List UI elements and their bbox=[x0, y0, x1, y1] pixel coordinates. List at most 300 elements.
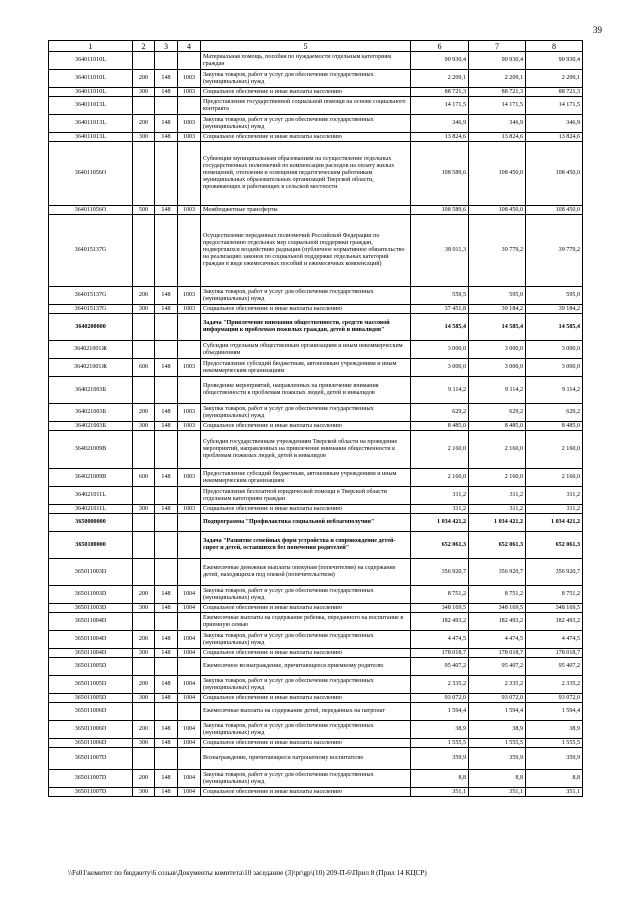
cell-amount-year3: 14 585,4 bbox=[526, 314, 583, 341]
cell-section-code: 1003 bbox=[178, 287, 201, 305]
cell-section-code bbox=[178, 613, 201, 631]
cell-section-code: 1004 bbox=[178, 604, 201, 613]
cell-target-code: 365011006D bbox=[49, 721, 133, 739]
cell-department-code bbox=[155, 559, 178, 586]
cell-amount-year3: 39 184,2 bbox=[526, 305, 583, 314]
cell-department-code: 148 bbox=[155, 133, 178, 142]
cell-department-code: 148 bbox=[155, 739, 178, 748]
cell-amount-year3: 39 779,2 bbox=[526, 215, 583, 287]
cell-amount-year3: 2 335,2 bbox=[526, 676, 583, 694]
cell-target-code: 364011010L bbox=[49, 88, 133, 97]
cell-description: Социальное обеспечение и иные выплаты населению bbox=[201, 694, 411, 703]
cell-target-code: 364021003Б bbox=[49, 377, 133, 404]
cell-expense-type bbox=[133, 514, 155, 532]
cell-expense-type: 300 bbox=[133, 739, 155, 748]
cell-amount-year1: 311,2 bbox=[411, 487, 469, 505]
cell-department-code: 148 bbox=[155, 422, 178, 431]
cell-department-code bbox=[155, 142, 178, 206]
cell-description: Закупка товаров, работ и услуг для обеспечения государственных (муниципальных) нужд bbox=[201, 70, 411, 88]
cell-target-code: 365011007D bbox=[49, 788, 133, 797]
cell-amount-year3: 311,2 bbox=[526, 487, 583, 505]
cell-target-code: 365011005D bbox=[49, 676, 133, 694]
cell-target-code: 3640200000 bbox=[49, 314, 133, 341]
cell-target-code: 364021003Б bbox=[49, 422, 133, 431]
cell-amount-year1: 108 589,6 bbox=[411, 206, 469, 215]
cell-department-code: 148 bbox=[155, 631, 178, 649]
table-row bbox=[49, 788, 583, 797]
table-row bbox=[49, 721, 583, 739]
cell-amount-year3: 8 751,2 bbox=[526, 586, 583, 604]
table-row bbox=[49, 115, 583, 133]
cell-description: Социальное обеспечение и иные выплаты населению bbox=[201, 604, 411, 613]
cell-expense-type: 500 bbox=[133, 206, 155, 215]
cell-amount-year2: 4 474,5 bbox=[469, 631, 526, 649]
cell-description: Ежемесячные выплаты на содержание ребенка, переданного на воспитание в приемную семью bbox=[201, 613, 411, 631]
cell-expense-type bbox=[133, 215, 155, 287]
table-row bbox=[49, 703, 583, 721]
cell-expense-type bbox=[133, 52, 155, 70]
cell-section-code: 1003 bbox=[178, 133, 201, 142]
cell-department-code: 148 bbox=[155, 505, 178, 514]
cell-amount-year2: 348 169,5 bbox=[469, 604, 526, 613]
cell-department-code: 148 bbox=[155, 88, 178, 97]
cell-section-code: 1004 bbox=[178, 649, 201, 658]
cell-amount-year2: 629,2 bbox=[469, 404, 526, 422]
cell-expense-type: 300 bbox=[133, 604, 155, 613]
cell-amount-year3: 1 034 421,2 bbox=[526, 514, 583, 532]
cell-section-code bbox=[178, 703, 201, 721]
cell-amount-year3: 652 061,3 bbox=[526, 532, 583, 559]
cell-expense-type bbox=[133, 532, 155, 559]
cell-department-code bbox=[155, 658, 178, 676]
cell-amount-year1: 8,8 bbox=[411, 770, 469, 788]
cell-amount-year2: 182 493,2 bbox=[469, 613, 526, 631]
budget-table bbox=[48, 40, 583, 797]
cell-target-code: 3650100000 bbox=[49, 532, 133, 559]
cell-amount-year1: 95 407,2 bbox=[411, 658, 469, 676]
cell-department-code: 148 bbox=[155, 305, 178, 314]
cell-amount-year1: 8 485,0 bbox=[411, 422, 469, 431]
cell-amount-year2: 9 114,2 bbox=[469, 377, 526, 404]
cell-section-code: 1004 bbox=[178, 770, 201, 788]
cell-amount-year3: 178 018,7 bbox=[526, 649, 583, 658]
cell-expense-type: 200 bbox=[133, 115, 155, 133]
cell-target-code: 364021009В bbox=[49, 431, 133, 469]
cell-amount-year1: 2 209,1 bbox=[411, 70, 469, 88]
cell-amount-year1: 2 160,0 bbox=[411, 431, 469, 469]
cell-amount-year1: 1 034 421,2 bbox=[411, 514, 469, 532]
cell-target-code: 364011010L bbox=[49, 52, 133, 70]
cell-amount-year2: 3 000,0 bbox=[469, 359, 526, 377]
cell-amount-year3: 88 721,3 bbox=[526, 88, 583, 97]
cell-section-code: 1003 bbox=[178, 422, 201, 431]
cell-amount-year1: 4 474,5 bbox=[411, 631, 469, 649]
cell-description: Предоставление государственной социальной помощи на основе социального контракта bbox=[201, 97, 411, 115]
cell-expense-type bbox=[133, 559, 155, 586]
cell-department-code: 148 bbox=[155, 469, 178, 487]
cell-amount-year1: 559,5 bbox=[411, 287, 469, 305]
cell-description: Задача "Развитие семейных форм устройства и сопровождение детей-сирот и детей, оставшихся без попечения родителей" bbox=[201, 532, 411, 559]
cell-description: Социальное обеспечение и иные выплаты населению bbox=[201, 649, 411, 658]
cell-description: Социальное обеспечение и иные выплаты населению bbox=[201, 133, 411, 142]
cell-amount-year3: 38,9 bbox=[526, 721, 583, 739]
cell-amount-year2: 2 160,0 bbox=[469, 469, 526, 487]
cell-section-code: 1003 bbox=[178, 115, 201, 133]
cell-amount-year2: 95 407,2 bbox=[469, 658, 526, 676]
cell-target-code: 365011005D bbox=[49, 694, 133, 703]
cell-amount-year2: 13 824,6 bbox=[469, 133, 526, 142]
table-row bbox=[49, 314, 583, 341]
cell-description: Подпрограмма "Профилактика социальной неблагополучия" bbox=[201, 514, 411, 532]
cell-expense-type: 300 bbox=[133, 133, 155, 142]
cell-target-code: 3650000000 bbox=[49, 514, 133, 532]
column-header: 1 bbox=[49, 41, 133, 52]
column-header: 7 bbox=[469, 41, 526, 52]
cell-expense-type: 200 bbox=[133, 631, 155, 649]
table-body bbox=[49, 52, 583, 797]
cell-amount-year2: 351,1 bbox=[469, 788, 526, 797]
cell-section-code: 1004 bbox=[178, 631, 201, 649]
cell-section-code: 1003 bbox=[178, 359, 201, 377]
cell-amount-year2: 1 034 421,2 bbox=[469, 514, 526, 532]
cell-target-code: 365011006D bbox=[49, 703, 133, 721]
cell-description: Закупка товаров, работ и услуг для обеспечения государственных (муниципальных) нужд bbox=[201, 676, 411, 694]
cell-description: Социальное обеспечение и иные выплаты населению bbox=[201, 739, 411, 748]
cell-description: Осуществление переданных полномочий Российской Федерации по предоставлению отдельных мер социальной поддержки граждан, подвергшихся воздействию радиации (публичное нормативное обязательство на реализацию законов по социальной поддержке отдельных категорий граждан в виде ежемесячных пособий и ежемесячных компенсаций) bbox=[201, 215, 411, 287]
cell-section-code: 1004 bbox=[178, 739, 201, 748]
cell-amount-year2: 2 160,0 bbox=[469, 431, 526, 469]
cell-section-code: 1003 bbox=[178, 88, 201, 97]
table-row bbox=[49, 694, 583, 703]
cell-amount-year3: 4 474,5 bbox=[526, 631, 583, 649]
cell-department-code bbox=[155, 97, 178, 115]
cell-expense-type bbox=[133, 97, 155, 115]
table-row bbox=[49, 142, 583, 206]
cell-section-code bbox=[178, 748, 201, 770]
cell-description: Социальное обеспечение и иные выплаты населению bbox=[201, 88, 411, 97]
column-header: 5 bbox=[201, 41, 411, 52]
cell-expense-type: 300 bbox=[133, 788, 155, 797]
cell-amount-year3: 14 171,5 bbox=[526, 97, 583, 115]
cell-target-code: 365011007D bbox=[49, 748, 133, 770]
cell-amount-year1: 356 920,7 bbox=[411, 559, 469, 586]
table-row bbox=[49, 631, 583, 649]
cell-target-code: 364021003Б bbox=[49, 404, 133, 422]
column-header: 3 bbox=[155, 41, 178, 52]
cell-expense-type: 600 bbox=[133, 469, 155, 487]
cell-target-code: 364015137G bbox=[49, 215, 133, 287]
cell-description: Социальное обеспечение и иные выплаты населению bbox=[201, 788, 411, 797]
column-header: 4 bbox=[178, 41, 201, 52]
cell-amount-year1: 90 930,4 bbox=[411, 52, 469, 70]
cell-department-code: 148 bbox=[155, 404, 178, 422]
table-row bbox=[49, 88, 583, 97]
cell-section-code: 1004 bbox=[178, 788, 201, 797]
cell-amount-year3: 595,0 bbox=[526, 287, 583, 305]
cell-amount-year3: 356 920,7 bbox=[526, 559, 583, 586]
cell-expense-type bbox=[133, 487, 155, 505]
cell-amount-year1: 2 160,0 bbox=[411, 469, 469, 487]
cell-amount-year2: 8,8 bbox=[469, 770, 526, 788]
cell-section-code bbox=[178, 431, 201, 469]
cell-department-code: 148 bbox=[155, 649, 178, 658]
cell-amount-year3: 3 000,0 bbox=[526, 359, 583, 377]
cell-section-code: 1003 bbox=[178, 206, 201, 215]
cell-section-code bbox=[178, 97, 201, 115]
cell-amount-year1: 8 751,2 bbox=[411, 586, 469, 604]
table-row bbox=[49, 359, 583, 377]
cell-target-code: 364011013L bbox=[49, 133, 133, 142]
cell-target-code: 364011013L bbox=[49, 97, 133, 115]
cell-department-code: 148 bbox=[155, 676, 178, 694]
cell-amount-year1: 178 018,7 bbox=[411, 649, 469, 658]
cell-amount-year2: 39 184,2 bbox=[469, 305, 526, 314]
cell-section-code bbox=[178, 487, 201, 505]
cell-description: Социальное обеспечение и иные выплаты населению bbox=[201, 305, 411, 314]
cell-department-code: 148 bbox=[155, 206, 178, 215]
cell-description: Закупка товаров, работ и услуг для обеспечения государственных (муниципальных) нужд bbox=[201, 586, 411, 604]
cell-department-code bbox=[155, 431, 178, 469]
cell-amount-year1: 1 594,4 bbox=[411, 703, 469, 721]
cell-amount-year2: 2 335,2 bbox=[469, 676, 526, 694]
cell-description: Ежемесячное вознаграждение, причитающееся приемному родителю bbox=[201, 658, 411, 676]
table-row bbox=[49, 532, 583, 559]
cell-amount-year1: 108 589,6 bbox=[411, 142, 469, 206]
page-number: 39 bbox=[593, 25, 602, 35]
cell-target-code: 364015137G bbox=[49, 305, 133, 314]
cell-department-code: 148 bbox=[155, 287, 178, 305]
cell-amount-year1: 93 072,0 bbox=[411, 694, 469, 703]
cell-expense-type: 300 bbox=[133, 422, 155, 431]
cell-amount-year3: 8 485,0 bbox=[526, 422, 583, 431]
table-header-row bbox=[49, 41, 583, 52]
cell-amount-year3: 346,9 bbox=[526, 115, 583, 133]
cell-description: Социальное обеспечение и иные выплаты населению bbox=[201, 422, 411, 431]
column-header: 6 bbox=[411, 41, 469, 52]
cell-section-code bbox=[178, 658, 201, 676]
cell-amount-year3: 95 407,2 bbox=[526, 658, 583, 676]
cell-target-code: 364015137G bbox=[49, 287, 133, 305]
cell-section-code: 1003 bbox=[178, 404, 201, 422]
cell-amount-year3: 13 824,6 bbox=[526, 133, 583, 142]
table-row bbox=[49, 613, 583, 631]
cell-amount-year3: 348 169,5 bbox=[526, 604, 583, 613]
cell-section-code: 1003 bbox=[178, 305, 201, 314]
cell-department-code bbox=[155, 52, 178, 70]
table-row bbox=[49, 133, 583, 142]
column-header: 8 bbox=[526, 41, 583, 52]
cell-description: Предоставление субсидий бюджетным, автономным учреждениям и иным некоммерческим организациям bbox=[201, 469, 411, 487]
cell-amount-year1: 3 000,0 bbox=[411, 359, 469, 377]
cell-section-code bbox=[178, 514, 201, 532]
cell-amount-year2: 14 585,4 bbox=[469, 314, 526, 341]
table-row bbox=[49, 404, 583, 422]
cell-expense-type: 300 bbox=[133, 694, 155, 703]
cell-amount-year3: 108 450,0 bbox=[526, 142, 583, 206]
cell-amount-year1: 629,2 bbox=[411, 404, 469, 422]
cell-amount-year2: 346,9 bbox=[469, 115, 526, 133]
footer-file-path: \\Fs01\комитет по бюджету\6 созыв\Документы комитета\10 заседание (3)\pr\gp\(10) 209-П-6\Прил 8 (Прил 14 КЦСР) bbox=[68, 869, 427, 877]
cell-department-code bbox=[155, 703, 178, 721]
cell-amount-year1: 38 011,3 bbox=[411, 215, 469, 287]
cell-expense-type: 200 bbox=[133, 676, 155, 694]
cell-expense-type bbox=[133, 658, 155, 676]
cell-department-code: 148 bbox=[155, 359, 178, 377]
cell-department-code: 148 bbox=[155, 604, 178, 613]
cell-expense-type bbox=[133, 341, 155, 359]
table-row bbox=[49, 431, 583, 469]
table-row bbox=[49, 676, 583, 694]
cell-amount-year3: 182 493,2 bbox=[526, 613, 583, 631]
cell-description: Ежемесячные денежные выплаты опекунам (попечителям) на содержание детей, находящихся под опекой (попечительством) bbox=[201, 559, 411, 586]
cell-section-code: 1003 bbox=[178, 469, 201, 487]
table-row bbox=[49, 487, 583, 505]
cell-amount-year2: 38,9 bbox=[469, 721, 526, 739]
cell-expense-type bbox=[133, 613, 155, 631]
table-row bbox=[49, 341, 583, 359]
cell-description: Проведение мероприятий, направленных на привлечение внимания общественности к проблемам пожилых людей, детей и инвалидов bbox=[201, 377, 411, 404]
table-row bbox=[49, 739, 583, 748]
cell-amount-year1: 348 169,5 bbox=[411, 604, 469, 613]
cell-description: Материальная помощь, пособия по нуждаемости отдельным категориям граждан bbox=[201, 52, 411, 70]
cell-department-code bbox=[155, 532, 178, 559]
cell-amount-year3: 2 209,1 bbox=[526, 70, 583, 88]
cell-section-code bbox=[178, 341, 201, 359]
cell-amount-year1: 14 171,5 bbox=[411, 97, 469, 115]
table-row bbox=[49, 70, 583, 88]
cell-amount-year1: 182 493,2 bbox=[411, 613, 469, 631]
cell-target-code: 364011013L bbox=[49, 115, 133, 133]
cell-amount-year3: 90 930,4 bbox=[526, 52, 583, 70]
table-row bbox=[49, 287, 583, 305]
cell-amount-year1: 359,9 bbox=[411, 748, 469, 770]
cell-expense-type bbox=[133, 142, 155, 206]
cell-department-code: 148 bbox=[155, 770, 178, 788]
cell-expense-type bbox=[133, 314, 155, 341]
cell-department-code: 148 bbox=[155, 115, 178, 133]
cell-department-code bbox=[155, 314, 178, 341]
cell-expense-type: 300 bbox=[133, 649, 155, 658]
cell-expense-type: 200 bbox=[133, 721, 155, 739]
table-row bbox=[49, 206, 583, 215]
cell-amount-year1: 14 585,4 bbox=[411, 314, 469, 341]
cell-section-code bbox=[178, 52, 201, 70]
cell-department-code bbox=[155, 613, 178, 631]
table-row bbox=[49, 505, 583, 514]
table-row bbox=[49, 748, 583, 770]
cell-amount-year2: 356 920,7 bbox=[469, 559, 526, 586]
cell-description: Закупка товаров, работ и услуг для обеспечения государственных (муниципальных) нужд bbox=[201, 287, 411, 305]
cell-description: Межбюджетные трансферты bbox=[201, 206, 411, 215]
cell-amount-year3: 93 072,0 bbox=[526, 694, 583, 703]
cell-amount-year2: 359,9 bbox=[469, 748, 526, 770]
cell-amount-year1: 38,9 bbox=[411, 721, 469, 739]
cell-amount-year2: 14 171,5 bbox=[469, 97, 526, 115]
cell-description: Социальное обеспечение и иные выплаты населению bbox=[201, 505, 411, 514]
cell-target-code: 365011004D bbox=[49, 649, 133, 658]
cell-section-code bbox=[178, 142, 201, 206]
cell-expense-type: 200 bbox=[133, 586, 155, 604]
table-row bbox=[49, 215, 583, 287]
table-row bbox=[49, 604, 583, 613]
cell-description: Закупка товаров, работ и услуг для обеспечения государственных (муниципальных) нужд bbox=[201, 631, 411, 649]
cell-amount-year2: 3 000,0 bbox=[469, 341, 526, 359]
cell-target-code: 365011003D bbox=[49, 604, 133, 613]
cell-description: Закупка товаров, работ и услуг для обеспечения государственных (муниципальных) нужд bbox=[201, 404, 411, 422]
cell-amount-year2: 2 209,1 bbox=[469, 70, 526, 88]
cell-target-code: 364011056O bbox=[49, 142, 133, 206]
cell-description: Предоставление субсидий бюджетным, автономным учреждениям и иным некоммерческим организациям bbox=[201, 359, 411, 377]
cell-amount-year2: 93 072,0 bbox=[469, 694, 526, 703]
cell-amount-year3: 8,8 bbox=[526, 770, 583, 788]
cell-target-code: 364021001Ж bbox=[49, 359, 133, 377]
cell-description: Субсидия государственным учреждениям Тверской области на проведение мероприятий, направленных на привлечение внимания общественности к проблемам пожилых людей, детей и инвалидов bbox=[201, 431, 411, 469]
cell-amount-year2: 178 018,7 bbox=[469, 649, 526, 658]
cell-amount-year3: 311,2 bbox=[526, 505, 583, 514]
cell-target-code: 365011004D bbox=[49, 631, 133, 649]
table-row bbox=[49, 422, 583, 431]
cell-expense-type: 300 bbox=[133, 88, 155, 97]
cell-description: Закупка товаров, работ и услуг для обеспечения государственных (муниципальных) нужд bbox=[201, 115, 411, 133]
table-row bbox=[49, 649, 583, 658]
cell-amount-year3: 3 000,0 bbox=[526, 341, 583, 359]
cell-expense-type: 200 bbox=[133, 770, 155, 788]
cell-amount-year3: 359,9 bbox=[526, 748, 583, 770]
cell-amount-year2: 311,2 bbox=[469, 505, 526, 514]
cell-expense-type: 300 bbox=[133, 305, 155, 314]
cell-department-code: 148 bbox=[155, 788, 178, 797]
cell-target-code: 365011004D bbox=[49, 613, 133, 631]
cell-target-code: 364021009В bbox=[49, 469, 133, 487]
cell-expense-type bbox=[133, 748, 155, 770]
cell-amount-year2: 595,0 bbox=[469, 287, 526, 305]
cell-amount-year1: 2 335,2 bbox=[411, 676, 469, 694]
cell-amount-year3: 9 114,2 bbox=[526, 377, 583, 404]
cell-amount-year1: 88 721,3 bbox=[411, 88, 469, 97]
cell-amount-year2: 1 594,4 bbox=[469, 703, 526, 721]
table-row bbox=[49, 586, 583, 604]
cell-department-code bbox=[155, 341, 178, 359]
cell-description: Субвенции муниципальным образованиям на осуществление отдельных государственных полномочий по компенсации расходов на оплату жилых помещений, отопления и освещения педагогическим работникам муниципальных образовательных организаций Тверской области, проживающих и работающих в сельской местности bbox=[201, 142, 411, 206]
column-header: 2 bbox=[133, 41, 155, 52]
table-row bbox=[49, 469, 583, 487]
cell-section-code bbox=[178, 377, 201, 404]
cell-expense-type bbox=[133, 703, 155, 721]
cell-expense-type: 300 bbox=[133, 505, 155, 514]
cell-department-code bbox=[155, 377, 178, 404]
cell-target-code: 364021011L bbox=[49, 505, 133, 514]
cell-amount-year1: 37 451,8 bbox=[411, 305, 469, 314]
cell-amount-year1: 652 061,3 bbox=[411, 532, 469, 559]
table-row bbox=[49, 514, 583, 532]
cell-amount-year1: 9 114,2 bbox=[411, 377, 469, 404]
cell-amount-year3: 1 594,4 bbox=[526, 703, 583, 721]
cell-amount-year2: 88 721,3 bbox=[469, 88, 526, 97]
cell-target-code: 364011010L bbox=[49, 70, 133, 88]
cell-section-code: 1003 bbox=[178, 505, 201, 514]
cell-department-code: 148 bbox=[155, 694, 178, 703]
cell-amount-year2: 8 751,2 bbox=[469, 586, 526, 604]
cell-department-code: 148 bbox=[155, 70, 178, 88]
table-row bbox=[49, 770, 583, 788]
cell-section-code: 1004 bbox=[178, 721, 201, 739]
cell-department-code bbox=[155, 215, 178, 287]
cell-target-code: 365011003D bbox=[49, 586, 133, 604]
cell-expense-type bbox=[133, 431, 155, 469]
cell-amount-year1: 311,2 bbox=[411, 505, 469, 514]
cell-amount-year3: 2 160,0 bbox=[526, 469, 583, 487]
cell-section-code bbox=[178, 532, 201, 559]
